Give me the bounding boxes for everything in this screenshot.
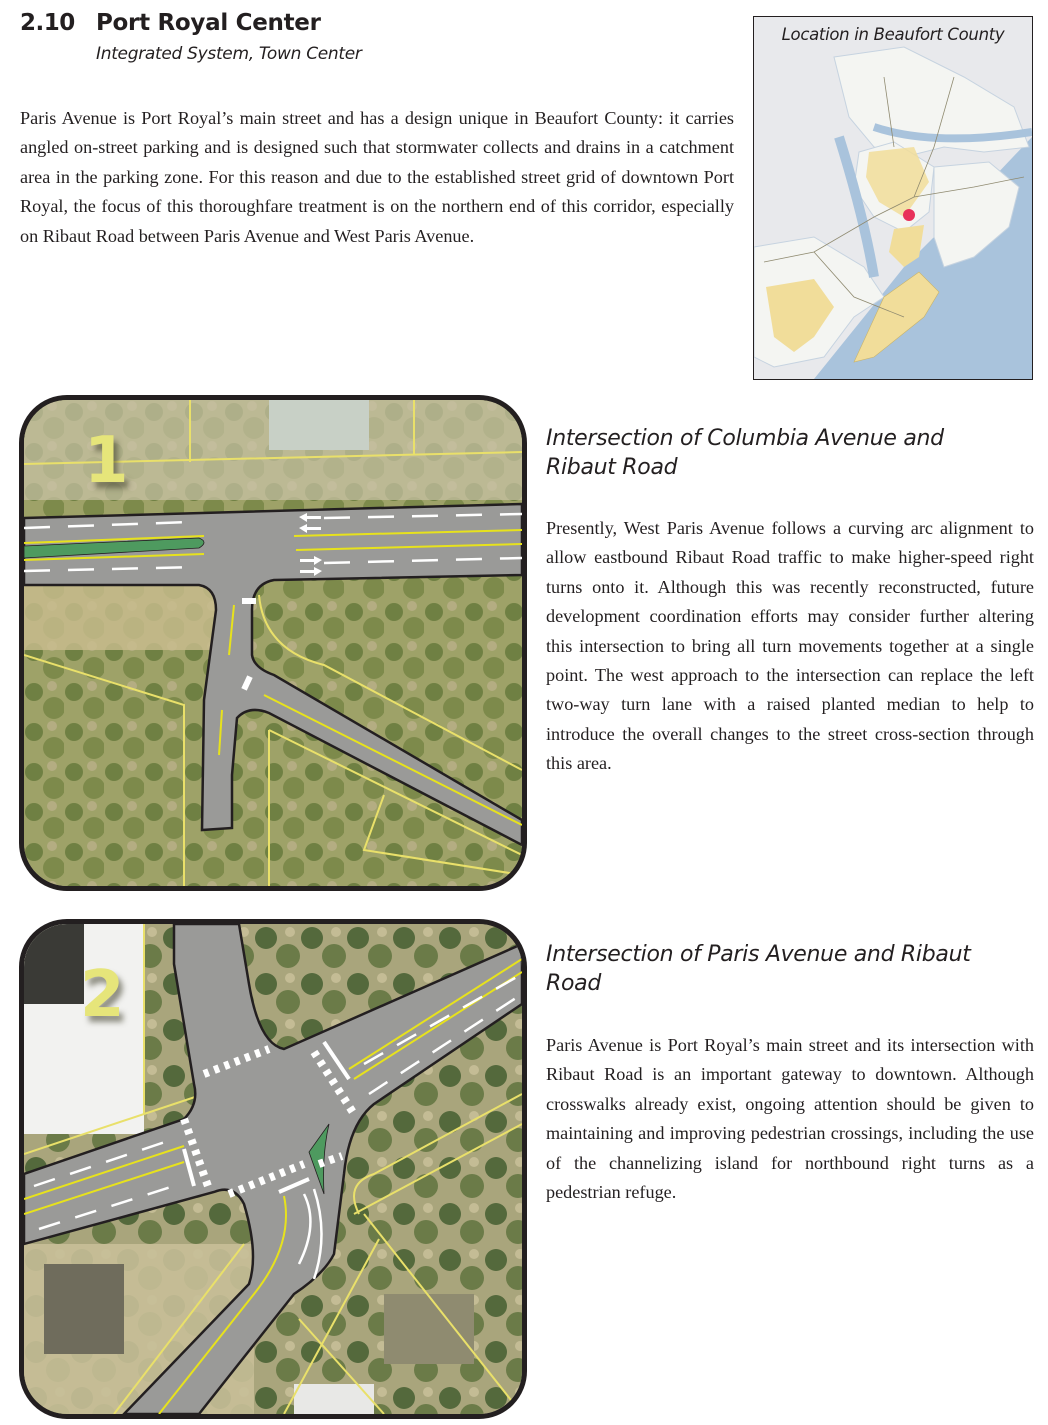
location-map bbox=[753, 16, 1033, 380]
section-number: 2.10 bbox=[20, 10, 75, 36]
item-heading: Intersection of Paris Avenue and Ribaut Road bbox=[546, 942, 971, 996]
item-body: Presently, West Paris Avenue follows a curving arc alignment to allow eastbound Ribaut Road traffic to make higher-speed right turns onto it. Although this was recently reconstructed, future development coordination efforts may consider further altering this intersection to bring all turn movements together at a single point. The west approach to the intersection can replace the left two-way turn lane with a raised planted median to help to introduce the overall changes to the street cross-section through this area. bbox=[546, 518, 1034, 774]
building-roof bbox=[269, 400, 369, 450]
page-subtitle: Integrated System, Town Center bbox=[96, 44, 362, 64]
item-number-badge: 1 bbox=[84, 424, 129, 498]
item-body: Paris Avenue is Port Royal’s main street and its intersection with Ribaut Road is an important gateway to downtown. Although crosswalks already exist, ongoing attention should be given to maintaining and improving pedestrian crossings, including the use of the channelizing island for northbound right turns as a pedestrian refuge. bbox=[546, 1035, 1034, 1203]
house-roof bbox=[384, 1294, 474, 1364]
location-marker bbox=[903, 209, 915, 221]
intro-paragraph: Paris Avenue is Port Royal’s main street and has a design unique in Beaufort County: it carries angled on-street parking and is designed such that stormwater collects and drains in a catchment area in the parking zone. For this reason and due to the established street grid of downtown Port Royal, the focus of this thoroughfare treatment is on the northern end of this corridor, especially on Ribaut Road between Paris Avenue and West Paris Avenue. bbox=[20, 108, 734, 246]
county-map-graphic bbox=[754, 17, 1032, 379]
item-heading: Intersection of Columbia Avenue and Ribaut Road bbox=[546, 426, 944, 480]
parking-lot bbox=[24, 924, 84, 1004]
map-caption: Location in Beaufort County bbox=[781, 25, 1005, 44]
aerial-image-columbia-ribaut bbox=[19, 395, 527, 891]
house-roof bbox=[44, 1264, 124, 1354]
page-title: Port Royal Center bbox=[96, 10, 321, 36]
stop-bar bbox=[242, 598, 256, 604]
aerial-image-paris-ribaut bbox=[19, 919, 527, 1419]
item-number-badge: 2 bbox=[80, 958, 125, 1032]
